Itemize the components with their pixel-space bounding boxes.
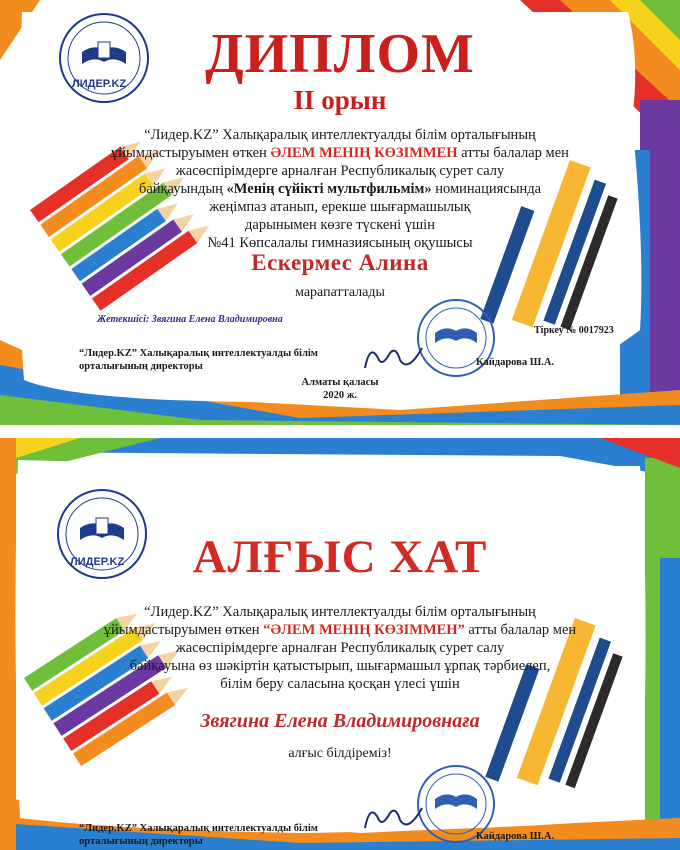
body-emphasis: «Менің сүйікті мультфильмім»	[226, 181, 432, 197]
director-line-2: орталығының директоры	[79, 361, 203, 372]
diploma-award-verb: марапатталады	[295, 285, 385, 300]
body-text: номинациясында	[431, 181, 542, 197]
body-text: ұйымдастыруымен өткен	[103, 622, 264, 638]
year: 2020 ж.	[323, 390, 357, 401]
body-line	[0, 144, 680, 162]
body-line	[0, 162, 680, 180]
thanks-title: АЛҒЫС ХАТ	[192, 531, 488, 583]
director-line-1: “Лидер.KZ” Халықаралық интеллектуалды білім	[79, 823, 318, 834]
body-text: ұйымдастыруымен өткен	[111, 145, 271, 161]
body-text: №41 Көпсалалы гимназиясының оқушысы	[207, 235, 473, 251]
body-text: жасөспірімдерге арналған Республикалық сурет салу	[175, 640, 505, 656]
diploma-title: ДИПЛОМ	[205, 23, 475, 85]
body-line	[0, 603, 680, 621]
body-text: жеңімпаз атанып, ерекше шығармашылық	[209, 199, 471, 215]
diploma-supervisor: Жетекшісі: Звягина Елена Владимировна	[97, 314, 283, 325]
body-emphasis: “ӘЛЕМ МЕНІҢ КӨЗІММЕН”	[263, 622, 465, 638]
body-text: атты балалар мен	[457, 145, 569, 161]
director-line-1: “Лидер.KZ” Халықаралық интеллектуалды білім	[79, 348, 318, 359]
body-line	[0, 126, 680, 144]
logo-text: ЛИДЕР.KZ	[72, 78, 127, 90]
body-text: байқауына өз шәкіртін қатыстырып, шығармашыл ұрпақ тәрбиелеп,	[129, 658, 551, 674]
body-line	[0, 216, 680, 234]
body-text: білім беру саласына қосқан үлесі үшін	[220, 676, 460, 692]
body-text: атты балалар мен	[464, 622, 577, 638]
body-text: “Лидер.KZ” Халықаралық интеллектуалды білім орталығының	[144, 604, 536, 620]
body-text: дарынымен көзге түскені үшін	[245, 217, 435, 233]
body-text: “Лидер.KZ” Халықаралық интеллектуалды білім орталығының	[144, 127, 536, 143]
diploma-recipient: Ескермес Алина	[251, 250, 429, 275]
body-line	[0, 621, 680, 639]
body-line	[0, 180, 680, 198]
body-emphasis: ӘЛЕМ МЕНІҢ КӨЗІММЕН	[270, 145, 458, 161]
separator	[0, 425, 680, 438]
signature-icon	[360, 338, 430, 378]
director-line-2: орталығының директоры	[79, 836, 203, 847]
body-text: байқауындың	[138, 181, 227, 197]
city: Алматы қаласы	[301, 377, 379, 388]
body-line	[0, 639, 680, 657]
signatory-name: Кайдарова Ш.А.	[476, 831, 555, 842]
thanks-verb: алғыс білдіреміз!	[288, 746, 392, 761]
logo-text: ЛИДЕР.KZ	[70, 556, 125, 568]
body-line	[0, 198, 680, 216]
diploma-place: II орын	[293, 85, 387, 115]
body-text: жасөспірімдерге арналған Республикалық сурет салу	[175, 163, 505, 179]
signatory-name: Кайдарова Ш.А.	[476, 357, 555, 368]
body-line	[0, 657, 680, 675]
body-line	[0, 675, 680, 693]
diploma-registration: Тіркеу № 0017923	[534, 325, 614, 336]
signature-icon	[360, 798, 430, 838]
thanks-recipient: Звягина Елена Владимировнаға	[200, 710, 480, 732]
